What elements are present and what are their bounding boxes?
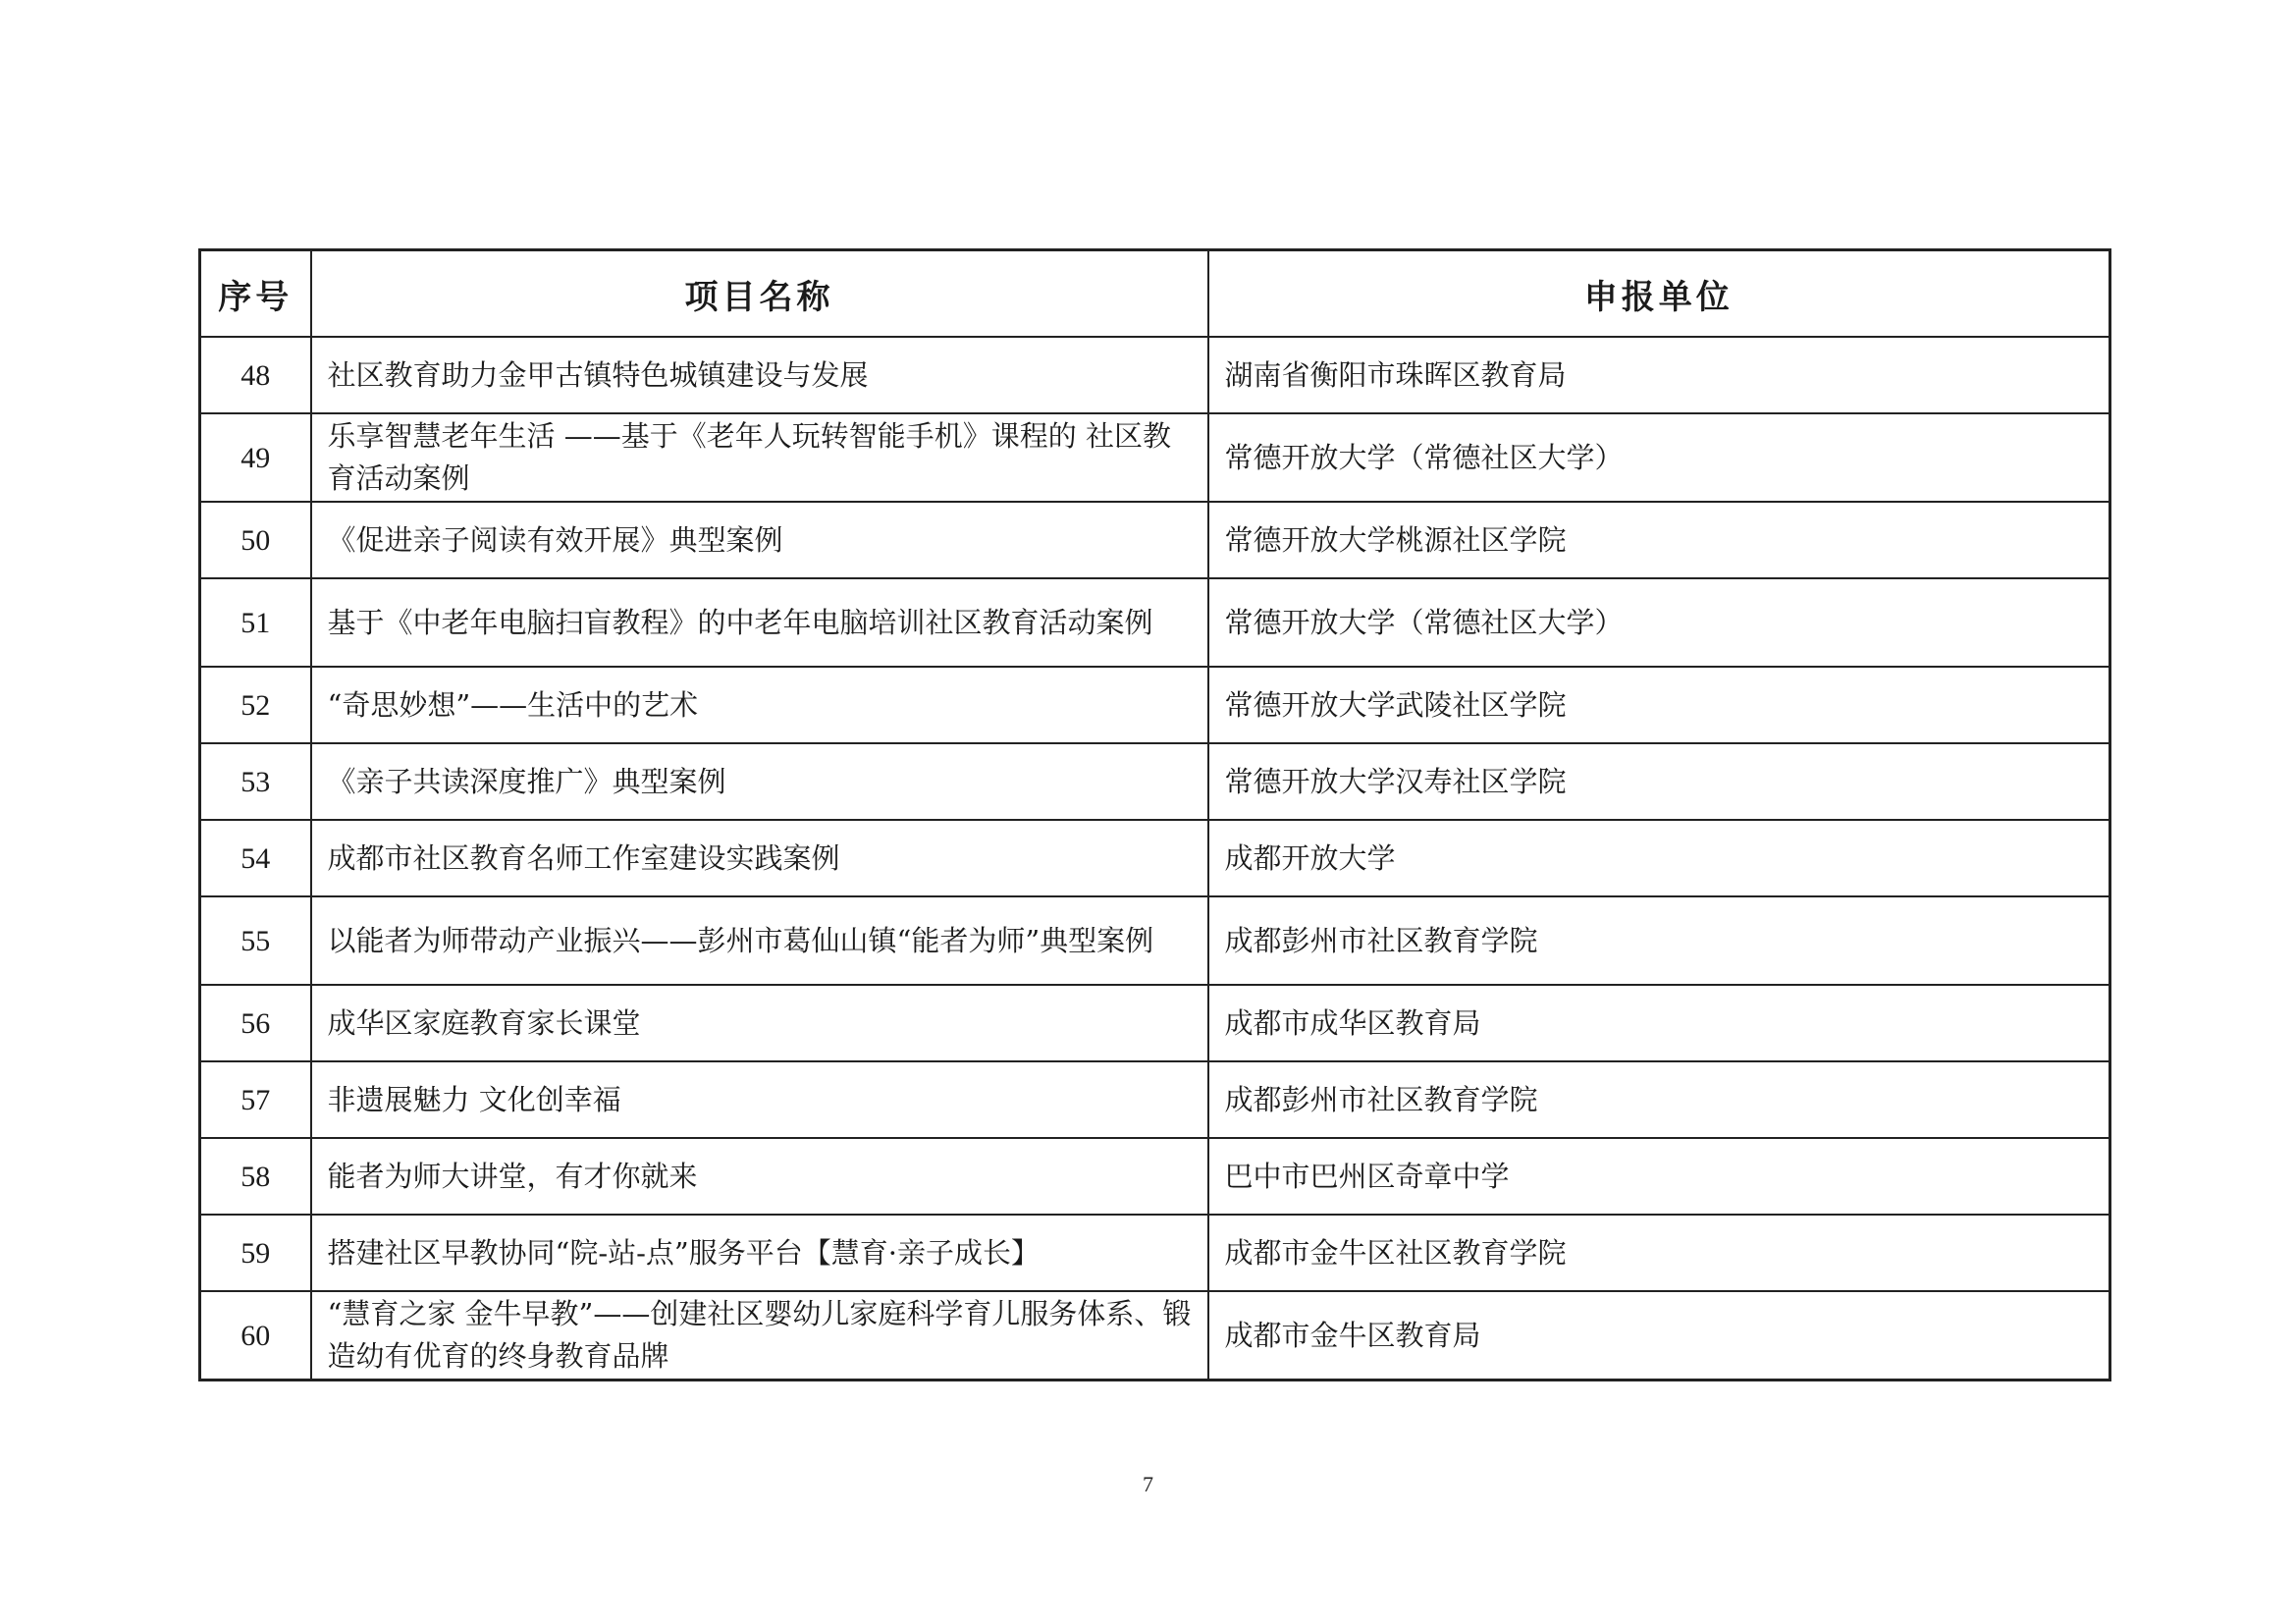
header-index: 序号 [200,250,311,338]
row-index: 57 [200,1061,311,1138]
table-row [200,896,2110,985]
row-project-name: 非遗展魅力 文化创幸福 [311,1061,1208,1138]
row-applicant-unit: 成都市金牛区教育局 [1208,1291,2110,1380]
row-applicant-unit: 常德开放大学汉寿社区学院 [1208,743,2110,820]
row-project-name: 乐享智慧老年生活 ——基于《老年人玩转智能手机》课程的 社区教育活动案例 [311,413,1208,502]
row-project-name: 以能者为师带动产业振兴——彭州市葛仙山镇“能者为师”典型案例 [311,896,1208,985]
header-row [200,250,2110,338]
row-index: 60 [200,1291,311,1380]
row-index: 56 [200,985,311,1061]
row-project-name: 《亲子共读深度推广》典型案例 [311,743,1208,820]
table-row [200,1138,2110,1215]
table-row [200,985,2110,1061]
row-applicant-unit: 常德开放大学（常德社区大学） [1208,413,2110,502]
table-row [200,1215,2110,1291]
project-table-container [198,248,2109,1381]
row-applicant-unit: 成都彭州市社区教育学院 [1208,1061,2110,1138]
row-applicant-unit: 常德开放大学（常德社区大学） [1208,578,2110,667]
row-index: 48 [200,337,311,413]
header-project-name: 项目名称 [311,250,1208,338]
table-row [200,743,2110,820]
row-index: 54 [200,820,311,896]
table-row [200,502,2110,578]
row-project-name: “慧育之家 金牛早教”——创建社区婴幼儿家庭科学育儿服务体系、锻造幼有优育的终身教育品牌 [311,1291,1208,1380]
row-project-name: “奇思妙想”——生活中的艺术 [311,667,1208,743]
header-applicant-unit: 申报单位 [1208,250,2110,338]
row-index: 59 [200,1215,311,1291]
row-index: 53 [200,743,311,820]
row-project-name: 社区教育助力金甲古镇特色城镇建设与发展 [311,337,1208,413]
row-applicant-unit: 成都市金牛区社区教育学院 [1208,1215,2110,1291]
table-row [200,413,2110,502]
project-table [198,248,2111,1381]
row-applicant-unit: 湖南省衡阳市珠晖区教育局 [1208,337,2110,413]
row-index: 51 [200,578,311,667]
row-project-name: 能者为师大讲堂，有才你就来 [311,1138,1208,1215]
row-index: 49 [200,413,311,502]
table-row [200,337,2110,413]
table-row [200,667,2110,743]
row-applicant-unit: 成都彭州市社区教育学院 [1208,896,2110,985]
table-row [200,1291,2110,1380]
table-row [200,820,2110,896]
row-applicant-unit: 成都开放大学 [1208,820,2110,896]
row-index: 58 [200,1138,311,1215]
row-applicant-unit: 巴中市巴州区奇章中学 [1208,1138,2110,1215]
row-applicant-unit: 常德开放大学武陵社区学院 [1208,667,2110,743]
table-row [200,1061,2110,1138]
table-row [200,578,2110,667]
row-project-name: 基于《中老年电脑扫盲教程》的中老年电脑培训社区教育活动案例 [311,578,1208,667]
row-applicant-unit: 常德开放大学桃源社区学院 [1208,502,2110,578]
table-header [200,250,2110,338]
row-project-name: 《促进亲子阅读有效开展》典型案例 [311,502,1208,578]
row-index: 52 [200,667,311,743]
page-number: 7 [1143,1472,1153,1496]
row-index: 55 [200,896,311,985]
row-applicant-unit: 成都市成华区教育局 [1208,985,2110,1061]
row-project-name: 成华区家庭教育家长课堂 [311,985,1208,1061]
table-body [200,337,2110,1380]
row-index: 50 [200,502,311,578]
row-project-name: 搭建社区早教协同“院-站-点”服务平台【慧育·亲子成长】 [311,1215,1208,1291]
row-project-name: 成都市社区教育名师工作室建设实践案例 [311,820,1208,896]
